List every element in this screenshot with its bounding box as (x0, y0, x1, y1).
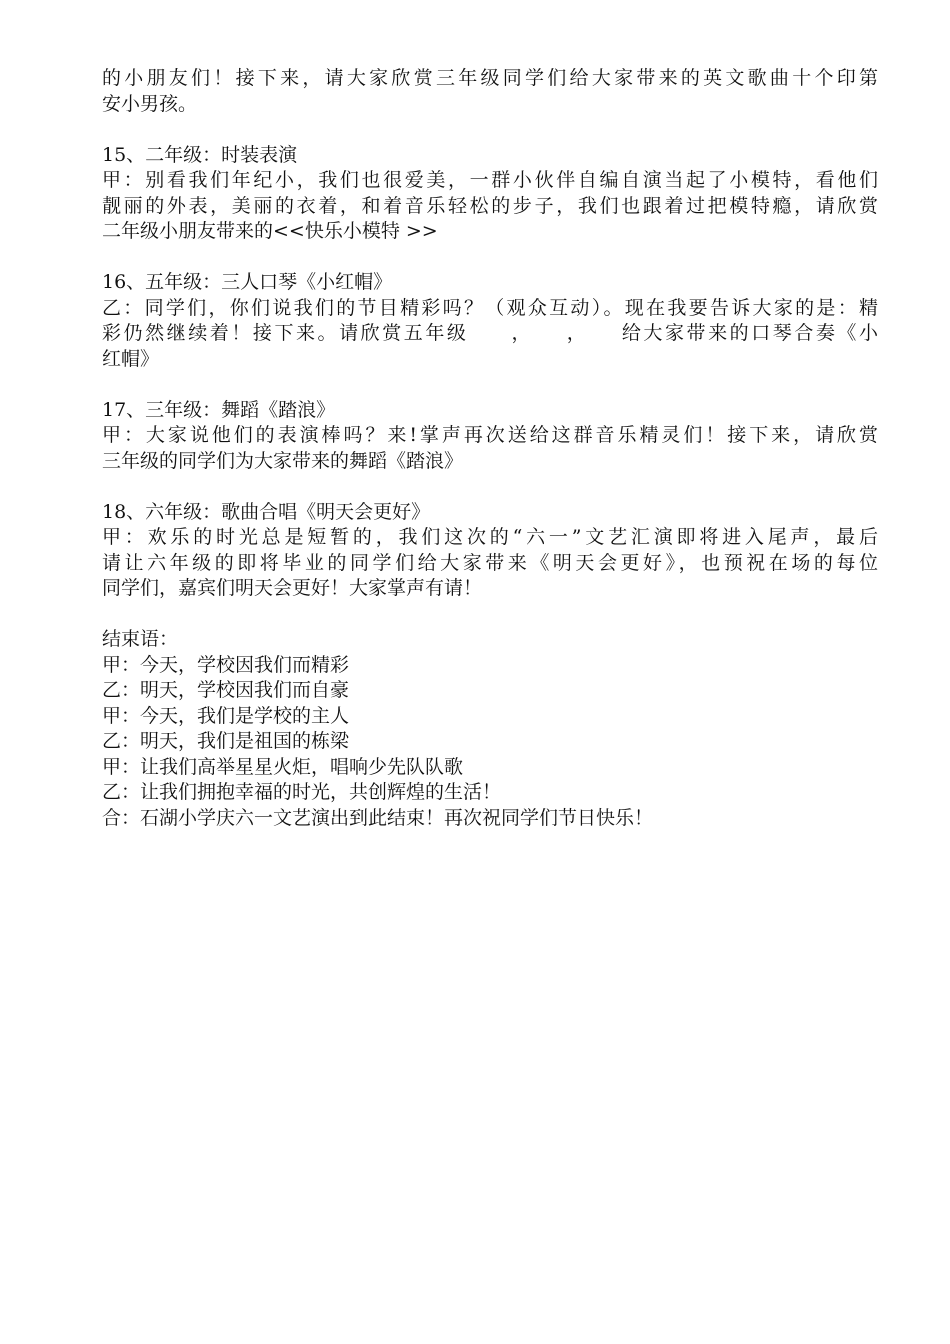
paragraph-spacer (102, 602, 878, 628)
closing-line: 合：石湖小学庆六一文艺演出到此结束！再次祝同学们节日快乐！ (102, 806, 654, 829)
program-heading: 16、五年级：三人口琴《小红帽》 (102, 271, 393, 293)
paragraph-line: 同学们，嘉宾们明天会更好！大家掌声有请！ (102, 577, 483, 599)
closing-heading: 结束语： (102, 628, 179, 650)
intro-paragraph (102, 66, 878, 117)
program-item-16 (102, 270, 878, 372)
paragraph-line: 二年级小朋友带来的<<快乐小模特 >> (102, 220, 438, 242)
paragraph-line: 安小男孩。 (102, 92, 198, 115)
program-heading: 17、三年级：舞蹈《踏浪》 (102, 398, 336, 421)
document-body (102, 66, 878, 831)
closing-line: 甲：让我们高举星星火炬，唱响少先队队歌 (102, 755, 464, 778)
paragraph-line: 红帽》 (102, 347, 160, 370)
closing-line: 乙：让我们拥抱幸福的时光，共创辉煌的生活！ (102, 781, 502, 803)
paragraph-spacer (102, 474, 878, 500)
paragraph-line: 甲：别看我们年纪小，我们也很爱美，一群小伙伴自编自演当起了小模特，看他们 (102, 169, 878, 191)
paragraph-line: 彩仍然继续着！接下来。请欣赏五年级 ， ， 给大家带来的口琴合奏《小 (102, 322, 878, 344)
program-heading: 18、六年级：歌曲合唱《明天会更好》 (102, 500, 431, 523)
paragraph-line: 乙：同学们，你们说我们的节目精彩吗？（观众互动）。现在我要告诉大家的是：精 (102, 296, 878, 319)
closing-line: 乙：明天，我们是祖国的栋梁 (102, 730, 350, 752)
program-item-18 (102, 500, 878, 602)
closing-section (102, 627, 878, 831)
program-heading: 15、二年级：时装表演 (102, 143, 298, 166)
paragraph-line: 三年级的同学们为大家带来的舞蹈《踏浪》 (102, 449, 464, 472)
closing-line: 甲：今天，学校因我们而精彩 (102, 653, 350, 676)
paragraph-line: 请让六年级的即将毕业的同学们给大家带来《明天会更好》，也预祝在场的每位 (102, 551, 878, 574)
closing-line: 乙：明天，学校因我们而自豪 (102, 679, 350, 701)
paragraph-spacer (102, 245, 878, 271)
paragraph-line: 甲：大家说他们的表演棒吗？来!掌声再次送给这群音乐精灵们！接下来，请欣赏 (102, 424, 878, 446)
paragraph-spacer (102, 372, 878, 398)
program-item-17 (102, 398, 878, 475)
paragraph-line: 的小朋友们！接下来，请大家欣赏三年级同学们给大家带来的英文歌曲十个印第 (102, 67, 878, 89)
program-item-15 (102, 143, 878, 245)
paragraph-line: 靓丽的外表，美丽的衣着，和着音乐轻松的步子，我们也跟着过把模特瘾，请欣赏 (102, 194, 878, 217)
closing-line: 甲：今天，我们是学校的主人 (102, 704, 350, 727)
paragraph-line: 甲：欢乐的时光总是短暂的，我们这次的“六一”文艺汇演即将进入尾声，最后 (102, 526, 878, 548)
paragraph-spacer (102, 117, 878, 143)
